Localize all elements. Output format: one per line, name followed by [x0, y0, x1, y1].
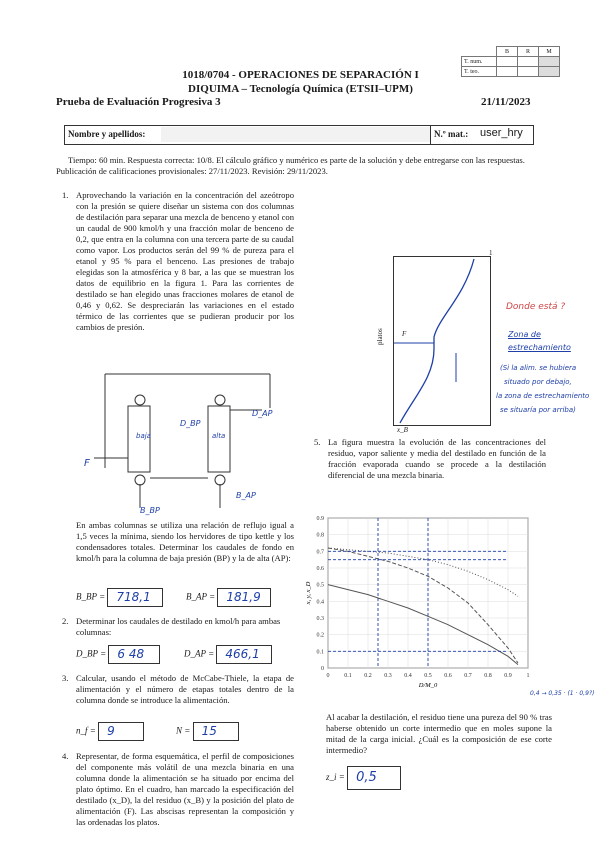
label-ap: alta: [212, 432, 226, 440]
condenser-ap: [215, 395, 225, 405]
id-field[interactable]: user_hry: [480, 127, 523, 139]
y-tick-label: 0.2: [316, 632, 324, 639]
x-tick-label: 1: [526, 673, 530, 679]
distillation-chart: [300, 510, 550, 705]
b-ap-label: B_AP =: [186, 591, 216, 602]
plates-profile-svg: [394, 257, 490, 425]
note-estrech: estrechamiento: [508, 343, 571, 352]
note-3: la zona de estrechamiento: [496, 392, 590, 400]
series-line-0: [328, 585, 518, 665]
question-5-text: 5. La figura muestra la evolución de las concentraciones del residuo, vapor saliente y media del destilado en función de la fracción evaporada cuando se procede a la destilación diferencial de una mezcla binaria.: [314, 437, 546, 480]
n-label: N =: [176, 725, 191, 736]
side-note: 0,4 → 0,35 · (1 · 0,9?): [530, 690, 595, 697]
question-4-body: Representar, de forma esquemática, el perfil de composiciones del componente más volátil de una mezcla binaria en una columna donde la alimentación se ha situado por encima del plato óptimo. En el cuadro, han marcado la especificación del destilado (x_D), la del residuo (x_B) y la posición del plato de alimentación (F). Las abscisas representan la composición y las ordenadas los platos.: [76, 751, 294, 827]
note-4: se situaría por arriba): [500, 406, 576, 414]
plates-profile-box: [393, 256, 491, 426]
zi-label: z_i =: [326, 772, 345, 783]
profile-curve: [400, 259, 474, 423]
question-2-body: Determinar los caudales de destilado en kmol/h para ambas columnas:: [76, 616, 281, 637]
note-zona: Zona de: [508, 330, 541, 339]
x-tick-label: 0.3: [384, 673, 392, 679]
y-tick-label: 0.3: [316, 616, 324, 622]
label-bap: B_AP: [236, 491, 256, 500]
question-5-body: La figura muestra la evolución de las concentraciones del residuo, vapor saliente y media del destilado en función de la fracción evaporada cuando se procede a la destilación diferencial de una mezcla binaria.: [328, 437, 546, 480]
d-ap-label: D_AP =: [184, 648, 215, 659]
b-bp-value[interactable]: 718,1: [116, 590, 151, 604]
note-2: situado por debajo,: [504, 378, 572, 386]
b-bp-label: B_BP =: [76, 591, 106, 602]
score-header-r: R: [518, 47, 539, 57]
n-value[interactable]: 15: [201, 724, 217, 738]
x-tick-label: 0.2: [364, 673, 372, 679]
question-1-body: Aprovechando la variación en la concentración del azeótropo con la presión se quiere diseñar un sistema con dos columnas de destilación para separar una mezcla de benceno y etanol con un caudal de 900 kmol/h y una fracción molar de benceno de 0,2, que entra en la columna con una tercera parte de su caudal como vapor. Los productos serán del 99 % de pureza para el etanol y 95 % para el benceno. Las presiones de trabajo elegidas son la atmosférica y 8 bar, a las que se muestran los datos de equilibrio en la figura 1. Para las corrientes de destilado se han elegido unas fracciones molares de etanol de 0,46 y 0,62. Se despreciarán las variaciones en el estado térmico de las corrientes que se pudieran producir por los cambios de presión.: [76, 190, 294, 332]
columns-diagram: [80, 368, 290, 516]
score-header-m: M: [539, 47, 560, 57]
y-tick-label: 0.5: [316, 582, 324, 589]
x-tick-label: 0.8: [484, 673, 492, 679]
score-row-num: T. num.: [462, 57, 497, 67]
exam-title: Prueba de Evaluación Progresiva 3: [56, 96, 221, 108]
question-2-text: 2. Determinar los caudales de destilado en kmol/h para ambas columnas:: [62, 616, 294, 638]
x-tick-label: 0.1: [344, 673, 352, 679]
x-tick-label: 0.5: [424, 673, 432, 679]
plates-bottom-label: x_B: [397, 426, 408, 434]
label-dap: D_AP: [252, 409, 273, 418]
plates-top-label: 1: [489, 249, 493, 257]
id-label: N.º mat.:: [434, 129, 469, 139]
reboiler-ap: [215, 475, 225, 485]
answer-n: [176, 722, 239, 741]
question-4-text: 4. Representar, de forma esquemática, el perfil de composiciones del componente más volátil de una mezcla binaria en una columna donde la alimentación se ha situado por encima del plato óptimo. En el cuadro, han marcado la especificación del destilado (x_D), la del residuo (x_B) y la posición del plato de alimentación (F). Las abscisas representan la composición y las ordenadas los platos.: [62, 751, 294, 827]
note-1: (Si la alim. se hubiera: [500, 364, 577, 372]
nf-value[interactable]: 9: [107, 724, 115, 738]
answer-b-bp: [76, 588, 163, 607]
name-field[interactable]: [161, 127, 431, 142]
student-row: [64, 125, 534, 145]
answer-zi: [326, 766, 401, 790]
question-5-text2: Al acabar la destilación, el residuo tiene una pureza del 90 % tras haberse obtenido un corte intermedio que en moles supone la mitad de la carga inicial. ¿Cuál es la composición de ese corte intermedio?: [326, 712, 552, 755]
series-line-2: [328, 548, 518, 596]
y-tick-label: 0: [321, 666, 324, 672]
condenser-bp: [135, 395, 145, 405]
name-label: Nombre y apellidos:: [68, 129, 146, 139]
course-dept: DIQUIMA – Tecnología Química (ETSII–UPM): [188, 83, 413, 95]
d-bp-label: D_BP =: [76, 648, 107, 659]
x-tick-label: 0.9: [504, 673, 512, 679]
y-tick-label: 0.8: [316, 532, 324, 539]
y-tick-label: 0.9: [316, 516, 324, 522]
x-axis-label: D/M_0: [418, 682, 438, 689]
y-axis-label: x, y, x_D: [305, 581, 312, 605]
nf-label: n_f =: [76, 725, 96, 736]
answer-d-bp: [76, 645, 160, 664]
plates-feed-label: F: [402, 330, 407, 338]
label-feed: F: [84, 458, 90, 469]
x-tick-label: 0: [326, 673, 330, 679]
y-tick-label: 0.7: [316, 549, 324, 556]
b-ap-value[interactable]: 181,9: [226, 590, 261, 604]
reboiler-bp: [135, 475, 145, 485]
question-1-text: 1. Aprovechando la variación en la concentración del azeótropo con la presión se quiere diseñar un sistema con dos columnas de destilación para separar una mezcla de benceno y etanol con un caudal de 900 kmol/h y una fracción molar de benceno de 0,2, que entra en la columna con una tercera parte de su caudal como vapor. Los productos serán del 99 % de pureza para el etanol y 95 % para el benceno. Las presiones de trabajo elegidas son la atmosférica y 8 bar, a las que se muestran los datos de equilibrio en la figura 1. Para las corrientes de destilado se han elegido unas fracciones molares de etanol de 0,46 y 0,62. Se despreciarán las variaciones en el estado térmico de las corrientes que se pudieran producir por los cambios de presión.: [62, 190, 294, 332]
answer-b-ap: [186, 588, 271, 607]
score-header-b: B: [497, 47, 518, 57]
instructions: Tiempo: 60 min. Respuesta correcta: 10/8. El cálculo gráfico y numérico es parte de la solución y debe entregarse con las respuestas. Publicación de calificaciones provisionales: 27/11/2023. Revisión: 29/11/2023.: [56, 155, 525, 176]
label-dbp: D_BP: [180, 419, 201, 428]
x-tick-label: 0.6: [444, 673, 452, 679]
y-tick-label: 0.1: [316, 649, 324, 656]
answer-nf: [76, 722, 144, 741]
label-bp: baja: [136, 432, 151, 440]
answer-d-ap: [184, 645, 272, 664]
plates-y-label: platos: [376, 328, 384, 345]
y-tick-label: 0.6: [316, 566, 324, 572]
x-tick-label: 0.7: [464, 673, 472, 679]
question-3-text: 3. Calcular, usando el método de McCabe-Thiele, la etapa de alimentación y el número de etapas totales dentro de la columna donde se introduce la alimentación.: [62, 673, 294, 705]
d-bp-value[interactable]: 6 48: [117, 647, 145, 661]
score-row-teo: T. teo.: [462, 67, 497, 77]
x-tick-label: 0.4: [404, 673, 412, 679]
zi-value[interactable]: 0,5: [356, 770, 377, 785]
y-tick-label: 0.4: [316, 599, 324, 606]
exam-date: 21/11/2023: [481, 96, 531, 108]
question-1-text2: En ambas columnas se utiliza una relación de reflujo igual a 1,5 veces la mínima, siendo los hervidores de tipo kettle y los condensadores totales. Determinar los caudales de fondo en kmol/h para la columna de baja presión (BP) y la de alta (AP):: [76, 520, 294, 563]
label-bbp: B_BP: [140, 506, 160, 515]
question-3-body: Calcular, usando el método de McCabe-Thiele, la etapa de alimentación y el número de etapas totales dentro de la columna donde se introduce la alimentación.: [76, 673, 294, 705]
course-title: 1018/0704 - OPERACIONES DE SEPARACIÓN I: [182, 69, 419, 81]
note-donde: Donde está ?: [506, 302, 566, 312]
d-ap-value[interactable]: 466,1: [225, 647, 260, 661]
